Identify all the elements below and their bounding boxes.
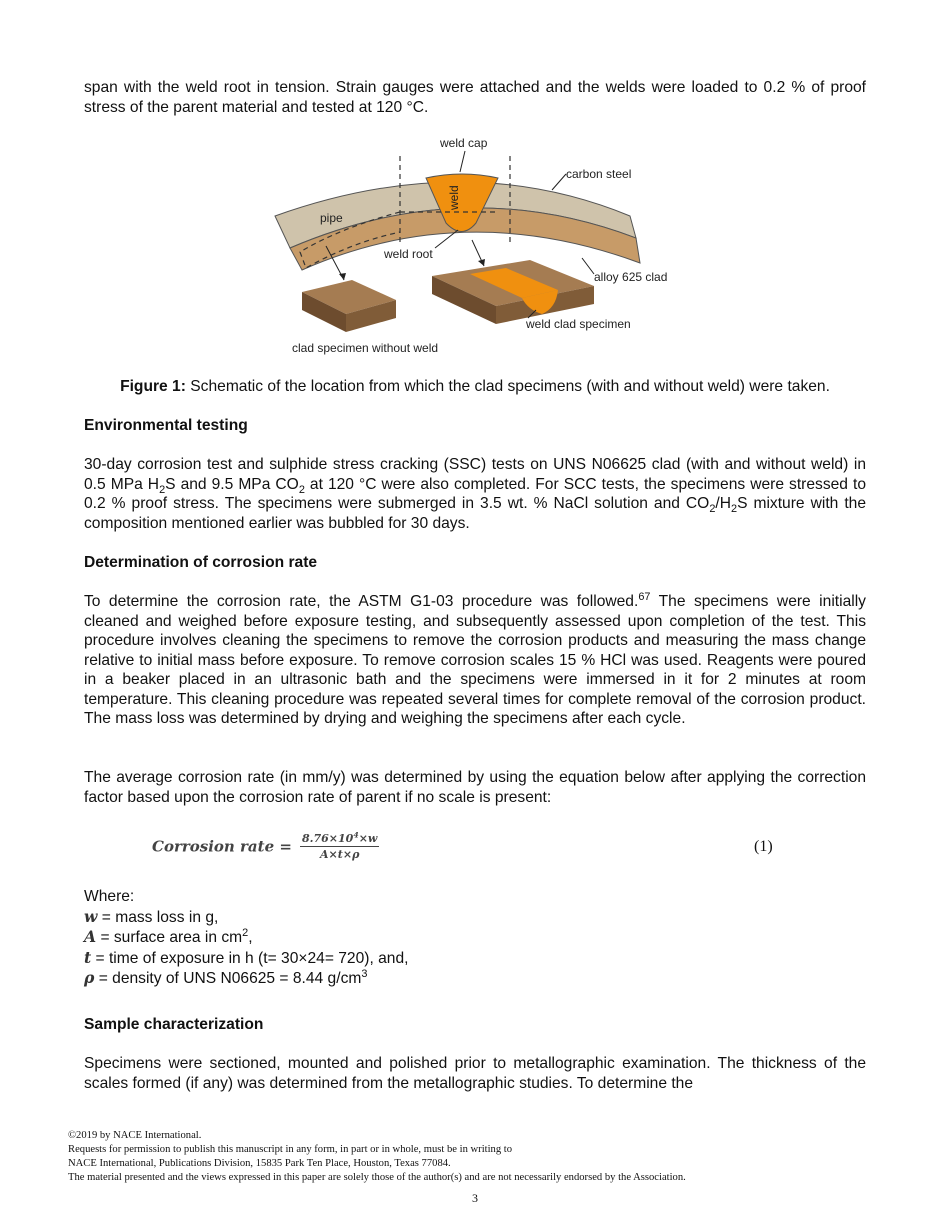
carbon-steel-label: carbon steel — [566, 167, 632, 181]
weld-label: weld — [447, 185, 461, 210]
clad-without-weld-label: clad specimen without weld — [292, 341, 439, 355]
page-number: 3 — [472, 1191, 478, 1205]
section-heading-sample: Sample characterization — [84, 1016, 264, 1033]
equation-number: (1) — [754, 838, 773, 855]
figure-1 — [260, 128, 690, 368]
weld-cap-label: weld cap — [440, 136, 488, 150]
where-list: Where: w = mass loss in g, A = surface area in $cm^2$, t = time of exposure in h (t= 30×24= 720), and, ρ = density of UNS N06625 = 8.44 $g/cm^3$ — [84, 888, 409, 987]
weld-clad-specimen-label: weld clad specimen — [526, 317, 631, 331]
intro-paragraph: span with the weld root in tension. Strain gauges were attached and the welds were loaded to 0.2 % of proof stress of the parent material and tested at 120 °C. — [84, 79, 866, 116]
weld-root-label: weld root — [384, 247, 433, 261]
corrosion-rate-equation: Corrosion rate = $\frac{8.76\times 10^4\times w}{A\times t\times\rho}$ — [152, 830, 378, 861]
average-rate-paragraph: The average corrosion rate (in mm/y) was determined by using the equation below after applying the correction factor based upon the corrosion rate of parent if no scale is present: — [84, 769, 866, 806]
pipe-label: pipe — [320, 211, 343, 225]
figure-caption-label: Figure 1: — [120, 378, 186, 395]
figure-caption-text: Schematic of the location from which the clad specimens (with and without weld) were taken. — [185, 378, 830, 395]
sample-paragraph: Specimens were sectioned, mounted and polished prior to metallographic examination. The thickness of the scales formed (if any) was determined from the metallographic studies. To determine the — [84, 1055, 866, 1092]
page-footer: ©2019 by NACE International. Requests for permission to publish this manuscript in any form, in part or in whole, must be in writing to NACE International, Publications Division, 15835 Park Ten Place, Houston, Texas 77084. The material presented and the views expressed in this paper are solely those of the author(s) and are not necessarily endorsed by the Association. — [68, 1130, 686, 1183]
environmental-paragraph: 30-day corrosion test and sulphide stress cracking (SSC) tests on UNS N06625 clad (with and without weld) in 0.5 MPa $H_2S$ and 9.5 MPa $CO_2$ at 120 °C were also completed. For SCC tests, the specimens were stressed to 0.2 % proof stress. The specimens were submerged in 3.5 wt. % NaCl solution and $CO_2/H_2S$ mixture with the composition mentioned earlier was bubbled for 30 days. — [84, 456, 866, 532]
alloy-clad-label: alloy 625 clad — [594, 270, 668, 284]
figure-caption — [84, 377, 866, 397]
section-heading-environmental: Environmental testing — [84, 417, 248, 434]
corrosion-paragraph: To determine the corrosion rate, the ASTM G1-03 procedure was followed.$^{67}$ The specimens were initially cleaned and weighed before exposure testing, and subsequently assessed upon completion of the test. This procedure involves cleaning the specimens to remove the corrosion products and measuring the mass change relative to initial mass before exposure. To remove corrosion scales 15 % HCl was used. Reagents were poured in a beaker placed in an ultrasonic bath and the specimens were immersed in it for 2 minutes at room temperature. This cleaning procedure was repeated several times for complete removal of the corrosion product. The mass loss was determined by drying and weighing the specimens after each cycle. — [84, 590, 866, 727]
section-heading-corrosion-rate: Determination of corrosion rate — [84, 554, 318, 571]
weld-schematic — [260, 128, 690, 368]
